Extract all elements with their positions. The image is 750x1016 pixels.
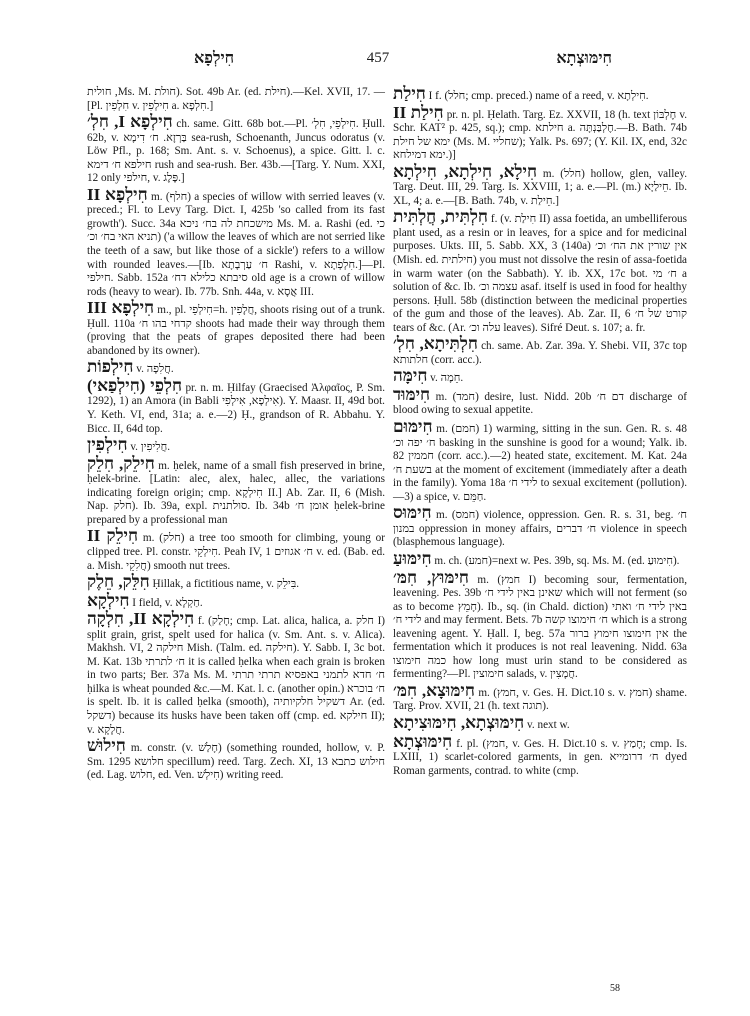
entry-definition: m. (חלק) a tree too smooth for climbing, young or clipped tree. Pl. constr. חִילְקֵי. Peah IV, 1 ח׳ אגוזים v. ed. (Bab. ed. a. Mish. חֲלִקֵי) smooth nut trees. xyxy=(87,532,385,572)
entry-headword: חִלֵּק, חֵלֶק xyxy=(87,572,150,592)
entry-definition: pr. n. pl. Ḥelath. Targ. Ez. XXVII, 18 (h. text חֶלְבּוֹן v. Schr. KAT² p. 425, sq.); cmp. חילתא a. חֶלְבַּנְתָּה.—B. Bath. 74b ימא של חילת (Ms. M. שחליי); Yalk. Ps. 697; (Y. Kil. IX, end, 32c ימא דמילחא.)] xyxy=(393,108,687,162)
entry-definition: f. pl. (חמץ, v. Ges. H. Dict.10 s. v. חָמַץ; cmp. Is. LXIII, 1) scarlet-colored garments, in gen. ח׳ דרומייא dyed Roman garments, contrad. to white (cmp. xyxy=(393,737,688,777)
dictionary-entry xyxy=(87,574,385,592)
dictionary-entry xyxy=(393,86,687,104)
entry-definition: v. חֵמָה. xyxy=(430,372,464,385)
entry-definition: ch. same. Ab. Zar. 39a. Y. Shebi. VII, 37c top חלתותא (corr. acc.). xyxy=(393,340,687,366)
dictionary-entry xyxy=(393,548,687,569)
entry-definition: m. constr. (v. חָלַשׁ) (something rounded, hollow, v. P. Sm. 1295 חלושא specillum) reed. Targ. Zech. XI, 13 חילוש כתבא (ed. Lag. חלוש, ed. Ven. חִילְשׁ) writing reed. xyxy=(87,742,385,782)
dictionary-entry xyxy=(87,611,385,737)
entry-headword: חִילַת II xyxy=(393,102,444,122)
dictionary-entry xyxy=(87,453,386,528)
entry-headword: חִימּוּצְתָא, חִימּוּצִיתָא xyxy=(393,712,525,732)
dictionary-entry xyxy=(393,419,687,504)
entry-headword: חִימָּה xyxy=(393,366,428,386)
entry-headword: חִילְקָא xyxy=(87,590,130,610)
entry-headword: חִילְפוֹת xyxy=(87,357,134,377)
dictionary-entry xyxy=(393,731,688,779)
entry-headword: חִימּוּץ, חִמּ׳ xyxy=(393,567,469,587)
dictionary-entry xyxy=(87,300,385,358)
entry-headword: חִילַת xyxy=(393,84,426,103)
entry-definition: v. next w. xyxy=(527,718,570,731)
entry-definition: m. ḥelek, name of a small fish preserved in brine, ḥelek-brine. [Latin: alec, alex, halec, allec, the variations indicating foreign origin; cmp. חִילְקָא II.] Ab. Zar. II, 6 (Mish. Nap. חלק). Ib. 39a, expl. סולתנית. Ib. 34b אומן ח׳ ḥelek-brine prepared by a professional man xyxy=(87,459,386,526)
right-running-head: חִימּוּצְתָא xyxy=(556,50,612,67)
entry-definition: f. (v. חִילַת II) assa foetida, an umbelliferous plant used, as a resin or in leaves, for a spice and for medicinal purposes. Ukts. III, 5. Sabb. XX, 3 (140a) אין שורין את הח׳ וכ׳ (Mish. ed. חילתית) you must not dissolve the resin of assa-foetida in warm water (on the Sabbath). Y. ib. XX, 17c bot. ח׳ מי a solution of &c. Ib. עצמה וכ׳ asaf. itself is used in food for healthy persons. Ḥull. 58b (distinction between the medicinal properties of the gum and those of the leaves). Ab. Zar. II, 6 קורט של ח׳ tears of &c. (Ar. עלה וכ׳ leaves). Sifré Deut. s. 107; a. fr. xyxy=(393,213,688,334)
dictionary-entry xyxy=(393,161,687,209)
dictionary-entry xyxy=(393,680,688,714)
entry-definition: m. (חלף) a species of willow with serried leaves (v. preced.; Fl. to Levy Targ. Dict. I, 425b 'so called from its fast growth'). Succ. 34a מישכחת לה בח׳ ניכא Ms. M. a. Rashi (ed. כי תניא האי בח׳ וכ׳) ('a willow the leaves of which are not serried like the teeth of a saw, but like those of a sickle') refers to a willow with rounded leaves.—[Ib. ח׳ עַרְבָתָא Rashi, v. חִלְפְתָא.]—Pl. חילפי. Sabb. 152a סיבתא כלילא דח׳ old age is a crown of willow rods (heavy to wear). Ib. 77b. Snh. 44a, v. אֲסָא III. xyxy=(87,190,386,298)
dictionary-entry xyxy=(393,336,687,367)
entry-definition: v. חֲלִפָה. xyxy=(136,363,174,376)
entry-definition: m. (חמס) violence, oppression. Gen. R. s. 31, beg. ח׳ במנון oppression in money affairs, ח׳ דברים violence in speech (blasphemous language). xyxy=(393,509,687,549)
entry-headword: חִימּוּס xyxy=(393,503,432,523)
entry-headword: חִילוּשׁ xyxy=(87,736,126,756)
page-number: 457 xyxy=(366,50,390,66)
entry-headword: חִלְתִּיתָא, חִלְ׳ xyxy=(393,334,478,354)
left-running-head: חִילְפָא xyxy=(194,50,235,67)
entry-definition: m. (חמם) 1) warming, sitting in the sun. Gen. R. s. 48 ח׳ יפה וכ׳ basking in the sunshine is good for a wound; Yalk. ib. 82 חממין (corr. acc.).—2) heated state, excitement. M. Kat. 24a בשעת ח׳ at the moment of excitement (immediately after a death in the family). Yoma 18a לידי ח׳ to sexual excitement (pollution).—3) a spice, v. חַמֵּם. xyxy=(393,423,687,503)
entry-headword: חִימּוּעַ xyxy=(393,548,432,568)
entry-definition: m., pl. חִילְפֵי=h. חֲלָפִין, shoots rising out of a trunk. Ḥull. 110a קדחי בהו ח׳ shoots had made their way through them (proving that the peats of grapes deposited there had been abandoned by its owner). xyxy=(87,304,386,357)
dictionary-entry xyxy=(87,590,385,611)
entry-headword: חִילְקָא II, חִלְקָה xyxy=(87,609,195,629)
entry-headword: חִימּוּצָא, חִמּ׳ xyxy=(393,680,475,700)
dictionary-entry xyxy=(87,86,385,113)
entry-headword: חִילֵק II xyxy=(87,526,139,546)
entry-headword: חִילֵק, חִלֵק xyxy=(87,453,155,473)
entry-headword: חִילָא, חִילְתָא, חִילְתָא xyxy=(393,161,538,181)
signature-mark: 58 xyxy=(610,983,620,994)
entry-headword: חִלְפֵי (חִילְפַאי) xyxy=(87,375,183,395)
entry-definition: I field, v. חַקְלָא. xyxy=(132,596,203,609)
entry-headword: חִלְתִּית, חֲלְתִּית xyxy=(393,207,488,227)
entry-definition: m. (חלל) hollow, glen, valley. Targ. Deut. III, 29. Targ. Is. XXVIII, 1; a. e.—Pl. (m.) חֵילַיָא. Ib. XL, 4; a. e.—[B. Bath. 74b, v. חֵילַת.] xyxy=(393,167,687,207)
right-column xyxy=(393,86,687,779)
entry-definition: ch. same. Gitt. 68b bot.—Pl. חִילְפֵי, חִלְ׳. Ḥull. 62b, v. בַּרְזָא. ח׳ דִימָא sea-rush, Schoenanth, Juncus odoratus (v. Löw Pfl., p. 168; Sm. Ant. s. v. Schoenus), a spice. Gitt. l. c. חילפא ח׳ דימא rush and sea-rush. Ber. 43b.—[Targ. Y. Num. XXI, 12 only חילפי, v. פֶּלֶג.] xyxy=(87,118,385,185)
dictionary-entry xyxy=(87,528,385,573)
left-column xyxy=(87,86,385,784)
dictionary-entry xyxy=(393,368,687,386)
entry-headword: חִילְפִין xyxy=(87,435,128,455)
entry-headword: חִימּוּם xyxy=(393,417,433,437)
entry-definition: I f. (חלל; cmp. preced.) name of a reed, v. חִילְתָא. xyxy=(428,90,649,102)
page-header xyxy=(84,50,672,74)
dictionary-entry xyxy=(393,102,687,163)
dictionary-entry xyxy=(393,209,687,335)
dictionary-entry xyxy=(87,738,385,783)
entry-headword: חִימּוּצְתָא xyxy=(393,731,453,751)
entry-headword: חִילְפָא I, חִלְ׳ xyxy=(87,112,173,132)
dictionary-entry xyxy=(87,375,385,436)
entry-headword: חִילְפָא III xyxy=(87,298,155,318)
entry-definition: m. (חמד) desire, lust. Nidd. 20b דם ח׳ discharge of blood owing to sexual appetite. xyxy=(393,390,688,417)
dictionary-entry xyxy=(87,359,385,377)
dictionary-entry xyxy=(393,712,687,733)
dictionary-entry xyxy=(393,567,688,682)
entry-definition: m. ch. (חמע)=next w. Pes. 39b, sq. Ms. M. (ed. חִימוּעַ). xyxy=(434,554,680,567)
entry-definition: m. (חמץ I) becoming sour, fermentation, leavening. Pes. 39b שאינן באין לידי ח׳ which will not ferment (so as to become חָמֵץ). Ib., sq. (in Chald. diction) באין לידי ח׳ ואתי לידי ח׳ and may ferment. Bets. 7b ח׳ חימוצו קשה which is a strong leavening agent. Y. Ḥall. I, beg. 57a אין חימוצו חימוץ ברור the fermentation which it produces is not real leavening. Nidd. 63a כמה חימוצו how long must urin stand to be considered as fermenting?—Pl. חימוצין salads, v. חֲמָצִין. xyxy=(393,573,688,681)
entry-definition: חולית ,Ms. M. חולת). Sot. 49b Ar. (ed. חילת).—Kel. XVII, 17. —[Pl. חִלְפִין v. חִילְפִין a. חִלְפָא.] xyxy=(87,86,385,112)
dictionary-entry xyxy=(393,384,688,418)
dictionary-entry xyxy=(393,505,687,550)
dictionary-entry xyxy=(87,184,386,299)
entry-definition: v. חֲלִיפִין. xyxy=(130,441,171,454)
dictionary-entry xyxy=(87,437,385,455)
dictionary-entry xyxy=(87,114,385,186)
entry-headword: חִימּוּד xyxy=(393,384,431,404)
entry-definition: Ḥillak, a fictitious name, v. בִּילֵק. xyxy=(152,578,300,591)
entry-definition: pr. n. m. Ḥilfay (Graecised Ἀλφαῖος, P. Sm. 1292), 1) an Amora (in Babli אִילְפָא, אִילְפִי). Y. Maasr. II, 49d bot. Y. Keth. VI, end, 31a; a. e.—2) Ḥ., grandson of R. Abbahu. Y. Bicc. II, 64d top. xyxy=(87,381,385,435)
entry-definition: m. (חמץ, v. Ges. H. Dict.10 s. v. חמץ) shame. Targ. Prov. XVII, 21 (h. text תוגה). xyxy=(393,686,688,713)
entry-definition: f. (חָלַק; cmp. Lat. alica, halica, a. חלק I) split grain, grist, spelt used for halica (v. Sm. Ant. s. v. Alica). Makhsh. VI, 2 חילקה Mish. (Talm. ed. חילקה). Y. Sabb. I, 3c bot. M. Kat. 13b ח׳ לתרתי it is called ḥelka when each grain is broken in two parts; Ber. 37a Ms. M. ח׳ חדא לתמני באפסיא תרתי תרתי ḥilka is wheat pounded &c.—M. Kat. l. c. (another opin.) ח׳ בוכרא is spelt. Ib. it is called ḥelka (smooth), דשקיל חלקיותיה Ar. (ed. דשקל) because its husks have been taken off (cmp. ed. חילקא II); v. חֲלָקָא. xyxy=(87,615,386,736)
entry-headword: חִילְפָא II xyxy=(87,184,148,204)
